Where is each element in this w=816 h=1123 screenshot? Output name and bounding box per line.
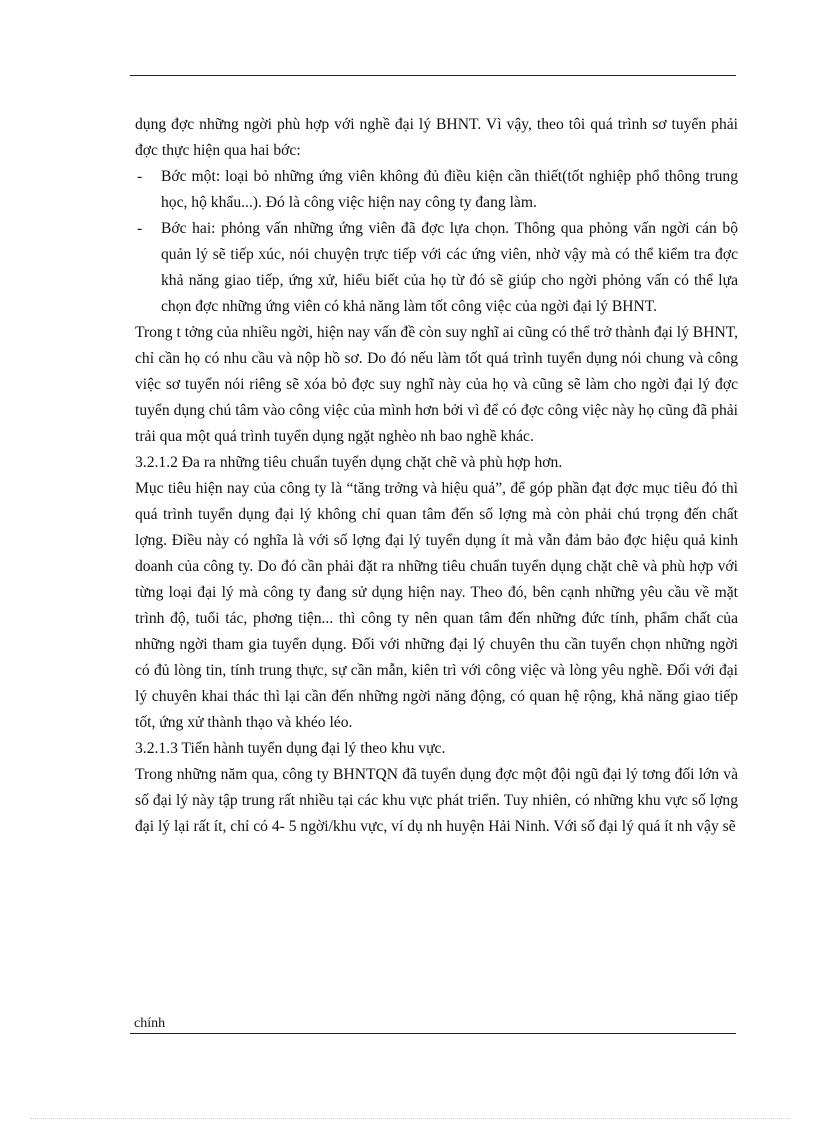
paragraph-perception: Trong t tởng của nhiều ngời, hiện nay vấn đề còn suy nghĩ ai cũng có thể trở thành đại lý BHNT, chỉ cần họ có nhu cầu và nộp hồ sơ. Do đó nếu làm tốt quá trình tuyển dụng nói chung và công việc sơ tuyển nói riêng sẽ xóa bỏ đợc suy nghĩ này của họ và cũng sẽ làm cho ngời đại lý đợc tuyển dụng chú tâm vào công việc của mình hơn bởi vì để có đợc công việc này họ cũng đã phải trải qua một quá trình tuyển dụng ngặt nghèo nh bao nghề khác. xyxy=(135,324,738,445)
bullet-step-two xyxy=(135,216,738,320)
bullet-dash: - xyxy=(137,220,143,237)
section-heading-criteria: 3.2.1.2 Đa ra những tiêu chuẩn tuyển dụng chặt chẽ và phù hợp hơn. xyxy=(135,454,563,471)
paragraph-intro: dụng đợc những ngời phù hợp với nghề đại lý BHNT. Vì vậy, theo tôi quá trình sơ tuyển phải đợc thực hiện qua hai bớc: xyxy=(135,116,738,159)
document-body xyxy=(135,112,738,840)
bullet-step-one xyxy=(135,164,738,216)
footer-rule xyxy=(130,1033,736,1034)
footer-text: chính xyxy=(134,1016,166,1031)
bullet-text: Bớc một: loại bỏ những ứng viên không đủ điều kiện cần thiết(tốt nghiệp phổ thông trung học, hộ khẩu...). Đó là công việc hiện nay công ty đang làm. xyxy=(161,168,738,211)
paragraph-regional: Trong những năm qua, công ty BHNTQN đã tuyển dụng đợc một đội ngũ đại lý tơng đối lớn và số đại lý này tập trung rất nhiều tại các khu vực phát triển. Tuy nhiên, có những khu vực số lợng đại lý lại rất ít, chỉ có 4- 5 ngời/khu vực, ví dụ nh huyện Hải Ninh. Với số đại lý quá ít nh vậy sẽ xyxy=(135,766,738,835)
page-edge-dotted-line xyxy=(30,1118,790,1119)
section-heading-regional: 3.2.1.3 Tiến hành tuyển dụng đại lý theo khu vực. xyxy=(135,740,446,757)
paragraph-criteria: Mục tiêu hiện nay của công ty là “tăng trởng và hiệu quả”, để góp phần đạt đợc mục tiêu đó thì quá trình tuyển dụng đại lý không chỉ quan tâm đến số lợng mà còn phải chú trọng đến chất lợng. Điều này có nghĩa là với số lợng đại lý tuyển dụng ít mà vẫn đảm bảo đợc hiệu quả kinh doanh của công ty. Do đó cần phải đặt ra những tiêu chuẩn tuyển dụng chặt chẽ và phù hợp với từng loại đại lý mà công ty đang sử dụng hiện nay. Theo đó, bên cạnh những yêu cầu về mặt trình độ, tuổi tác, phơng tiện... thì công ty nên quan tâm đến những đức tính, phẩm chất của những ngời tham gia tuyển dụng. Đối với những đại lý chuyên thu cần tuyển chọn những ngời có đủ lòng tin, tính trung thực, sự cần mẫn, kiên trì với công việc và lòng yêu nghề. Đối với đại lý chuyên khai thác thì lại cần đến những ngời năng động, có quan hệ rộng, khả năng giao tiếp tốt, ứng xử thành thạo và khéo léo. xyxy=(135,480,738,731)
bullet-text: Bớc hai: phỏng vấn những ứng viên đã đợc lựa chọn. Thông qua phỏng vấn ngời cán bộ quản lý sẽ tiếp xúc, nói chuyện trực tiếp với các ứng viên, nhờ vậy mà có thể kiểm tra đợc khả năng giao tiếp, ứng xử, hiểu biết của họ từ đó sẽ giúp cho ngời phỏng vấn có thể lựa chọn đợc những ứng viên có khả năng làm tốt công việc của ngời đại lý BHNT. xyxy=(161,220,738,315)
header-rule xyxy=(130,75,736,76)
bullet-dash: - xyxy=(137,168,143,185)
